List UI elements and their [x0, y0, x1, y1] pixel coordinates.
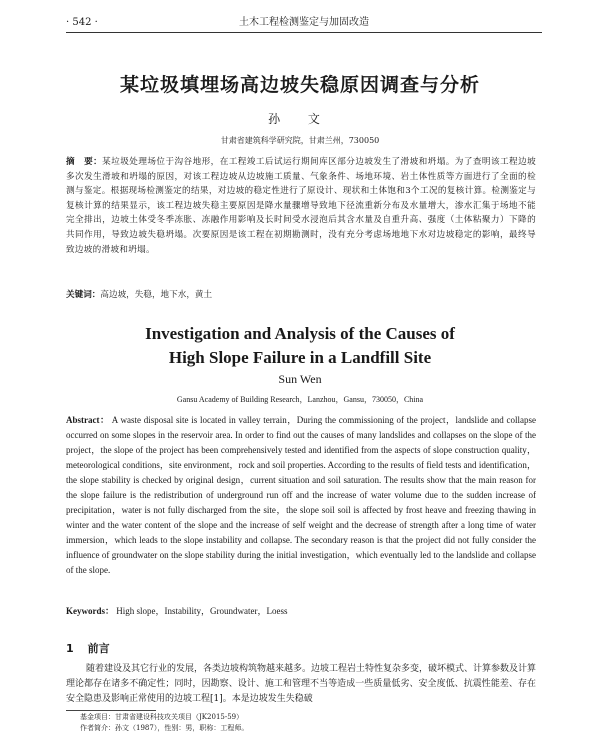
footnote-funding: 基金项目：甘肃省建设科技攻关项目（JK2015-59） — [80, 713, 244, 721]
section-title: 前言 — [87, 642, 110, 655]
page-number: · 542 · — [66, 17, 98, 28]
section-heading-introduction — [66, 640, 110, 656]
english-keywords-text: High slope，Instability，Groundwater，Loess — [116, 606, 288, 616]
journal-name: 土木工程检测鉴定与加固改造 — [239, 17, 369, 28]
chinese-keywords — [66, 288, 536, 302]
chinese-keywords-label: 关键词： — [66, 290, 101, 300]
footnote-author-bio: 作者简介：孙文（1987），性别：男，职称：工程师。 — [80, 724, 249, 732]
footnotes — [80, 712, 248, 734]
introduction-paragraph: 随着建设及其它行业的发展，各类边坡构筑物越来越多。边坡工程岩土特性复杂多变，破坏模式、计算参数及计算理论都存在诸多不确定性；同时，因勘察、设计、施工和管理不当等造成一些质量低劣、安全度低、抗震性能差、存在安全隐患及影响正常使用的边坡工程[1]。本是边坡发生失稳破 — [66, 664, 536, 704]
chinese-affiliation: 甘肃省建筑科学研究院，甘肃兰州，730050 — [220, 136, 380, 145]
english-title-line1: Investigation and Analysis of the Causes of — [145, 324, 455, 343]
english-abstract-label: Abstract： — [66, 415, 110, 425]
english-title-line2: High Slope Failure in a Landfill Site — [168, 348, 432, 367]
chinese-title: 某垃圾填埋场高边坡失稳原因调查与分析 — [119, 74, 480, 96]
english-keywords-label: Keywords： — [66, 606, 114, 616]
chinese-abstract-text: 某垃圾处理场位于沟谷地形，在工程竣工后试运行期间库区部分边坡发生了滑坡和坍塌。为了查明该工程边坡多次发生滑坡和坍塌的原因，对该工程边坡从边坡施工质量、气象条件、场地环境、岩土体性质等方面进行了全面的检测与鉴定。根据现场检测鉴定的结果，对边坡的稳定性进行了原设计、现状和土体饱和3个工况的复核计算。检测鉴定与复核计算的结果显示，该工程边坡失稳主要原因是降水量骤增导致地下径流重新分布及水量增大，渗水汇集于场地不能完全排出，边坡土体受冬季冻胀、冻融作用影响及长时间受水浸泡后其含水量及自重升高、强度（土体粘聚力）下降的共同作用，导致边坡失稳坍塌。次要原因是该工程在初期勘测时，没有充分考虑场地地下水对边坡稳定的影响，最终导致边坡的滑坡和坍塌。 — [66, 157, 536, 255]
english-abstract — [66, 413, 536, 578]
chinese-abstract — [66, 155, 536, 257]
chinese-author: 孙 文 — [268, 112, 332, 126]
footnote-divider — [66, 710, 156, 711]
english-title — [40, 322, 560, 370]
english-keywords — [66, 604, 536, 618]
chinese-abstract-label: 摘 要： — [66, 157, 103, 167]
section-number: 1 — [66, 642, 74, 655]
running-header — [66, 16, 542, 33]
english-abstract-text: A waste disposal site is located in valley terrain，During the commissioning of the project，landslide and collapse occurred on some slopes in the reservoir area. In order to find out the causes of many landslides and collapses on the slope of the project，the slope of the project has been comprehensively tested and identified from the aspects of slope construction quality，meteorological conditions，site environment，rock and soil properties. According to the results of field tests and identification，the slope stability is checked by original design，current situation and soil saturation. The results show that the main reason for the slope failure is the redistribution of underground run off and the increase of water volume due to the sudden increase of precipitation，water is not fully discharged from the site，the slope soil soil is affected by frost heave and freezing thawing in winter and the water content of the slope and the increase of self weight and the decrease of strength after a long time of water immersion，which leads to the slope instability and collapse. The secondary reason is that the project did not fully consider the influence of groundwater on the slope stability during the initial investigation，which eventually led to the landslide and collapse of the slope. — [66, 415, 536, 575]
english-affiliation: Gansu Academy of Building Research，Lanzhou，Gansu，730050，China — [176, 395, 424, 404]
chinese-keywords-text: 高边坡，失稳，地下水，黄土 — [100, 290, 213, 300]
english-author: Sun Wen — [278, 372, 322, 386]
